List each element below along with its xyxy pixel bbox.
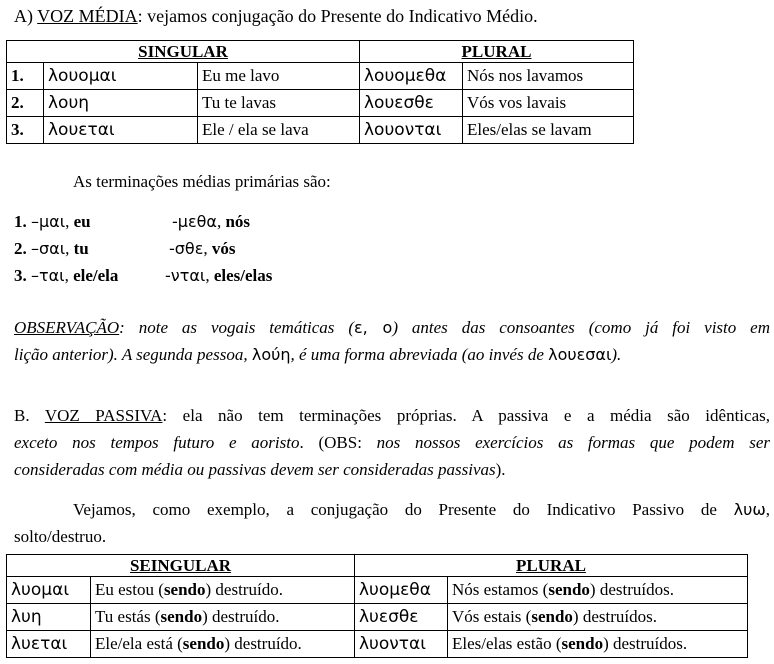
section-b-italic: consideradas com média ou passivas devem ser consideradas passivas	[14, 460, 496, 479]
ending-row	[14, 239, 89, 259]
ending-number: 1.	[14, 212, 27, 231]
ending-row-plural	[169, 239, 235, 259]
plural-ending: -σθε	[169, 239, 204, 258]
table-row	[7, 117, 634, 144]
separator: ,	[64, 266, 74, 285]
section-a-heading	[14, 6, 538, 27]
example-text: Vejamos, como exemplo, a conjugação do Presente do Indicativo Passivo de	[73, 500, 734, 519]
plural-greek: λυομεθα	[355, 577, 448, 604]
section-b-title: VOZ PASSIVA	[44, 406, 163, 425]
observation-paragraph	[14, 314, 770, 368]
singular-greek: λυεται	[7, 631, 91, 658]
plural-pronoun: vós	[211, 239, 236, 258]
plural-translation: Vós estais (sendo) destruídos.	[448, 604, 748, 631]
plural-pronoun: eles/elas	[213, 266, 273, 285]
plural-greek: λουομεθα	[360, 63, 463, 90]
singular-ending: –ται	[31, 266, 65, 285]
section-a-text: : vejamos conjugação do Presente do Indicativo Médio.	[137, 6, 538, 26]
person-number: 1.	[7, 63, 44, 90]
ending-row-plural	[172, 212, 250, 232]
singular-pronoun: tu	[73, 239, 89, 258]
separator: ,	[65, 212, 74, 231]
table-header-row	[7, 555, 748, 577]
separator: ,	[205, 266, 214, 285]
example-text: solto/destruo.	[14, 527, 107, 546]
singular-translation: Tu te lavas	[198, 90, 360, 117]
observation-text: , é uma forma abreviada (ao invés de	[290, 345, 549, 364]
example-line	[14, 523, 770, 550]
section-b-line	[14, 456, 770, 483]
person-number: 3.	[7, 117, 44, 144]
singular-pronoun: eu	[73, 212, 91, 231]
section-b-text: . (OBS:	[299, 433, 377, 452]
section-b-paragraph	[14, 402, 770, 483]
singular-pronoun: ele/ela	[73, 266, 119, 285]
passive-voice-table	[6, 554, 748, 658]
singular-translation: Eu me lavo	[198, 63, 360, 90]
singular-greek: λουομαι	[44, 63, 198, 90]
singular-greek: λυομαι	[7, 577, 91, 604]
observation-text: ) antes das consoantes (como já foi visto em	[392, 318, 771, 337]
section-b-text: : ela não tem terminações próprias. A passiva e a média são idênticas,	[162, 406, 770, 425]
plural-greek: λουεσθε	[360, 90, 463, 117]
observation-label: OBSERVAÇÃO	[14, 318, 120, 337]
observation-line	[14, 341, 770, 368]
singular-translation: Ele / ela se lava	[198, 117, 360, 144]
ending-row	[14, 212, 91, 232]
singular-ending: –μαι	[31, 212, 66, 231]
observation-text: : note as vogais temáticas (	[119, 318, 355, 337]
plural-header: PLURAL	[355, 555, 748, 577]
section-b-line	[14, 429, 770, 456]
ending-row-plural	[165, 266, 272, 286]
singular-ending: –σαι	[31, 239, 66, 258]
person-number: 2.	[7, 90, 44, 117]
plural-pronoun: nós	[225, 212, 251, 231]
singular-translation: Tu estás (sendo) destruído.	[91, 604, 355, 631]
singular-greek: λουεται	[44, 117, 198, 144]
singular-greek: λυη	[7, 604, 91, 631]
full-form: λουεσαι	[548, 345, 612, 364]
table-row	[7, 577, 748, 604]
example-verb: λυω	[733, 500, 766, 519]
singular-translation: Eu estou (sendo) destruído.	[91, 577, 355, 604]
ending-number: 2.	[14, 239, 27, 258]
section-a-title: VOZ MÉDIA	[37, 6, 138, 26]
singular-header: SEINGULAR	[7, 555, 355, 577]
section-b-label: B.	[14, 406, 45, 425]
singular-header: SINGULAR	[7, 41, 360, 63]
section-b-italic: nos nossos exercícios as formas que podem ser	[376, 433, 770, 452]
observation-line	[14, 314, 770, 341]
plural-header: PLURAL	[360, 41, 634, 63]
singular-greek: λουη	[44, 90, 198, 117]
ending-row	[14, 266, 118, 286]
example-text: ,	[765, 500, 770, 519]
middle-voice-table	[6, 40, 634, 144]
plural-ending: -νται	[165, 266, 206, 285]
separator: ,	[65, 239, 74, 258]
separator: ,	[203, 239, 212, 258]
section-b-italic: exceto nos tempos futuro e aoristo	[14, 433, 300, 452]
plural-translation: Eles/elas estão (sendo) destruídos.	[448, 631, 748, 658]
plural-greek: λυεσθε	[355, 604, 448, 631]
table-row	[7, 631, 748, 658]
plural-translation: Nós estamos (sendo) destruídos.	[448, 577, 748, 604]
section-a-label: A)	[14, 6, 38, 26]
plural-translation: Nós nos lavamos	[463, 63, 634, 90]
ending-number: 3.	[14, 266, 27, 285]
observation-text: ).	[611, 345, 622, 364]
table-row	[7, 63, 634, 90]
thematic-vowels: ε, ο	[354, 318, 393, 337]
observation-text: lição anterior). A segunda pessoa,	[14, 345, 252, 364]
example-line	[14, 496, 770, 523]
plural-greek: λουονται	[360, 117, 463, 144]
example-paragraph	[14, 496, 770, 550]
singular-translation: Ele/ela está (sendo) destruído.	[91, 631, 355, 658]
table-header-row	[7, 41, 634, 63]
abbreviated-form: λούη	[251, 345, 291, 364]
section-b-text: ).	[495, 460, 506, 479]
separator: ,	[216, 212, 226, 231]
table-row	[7, 604, 748, 631]
plural-translation: Eles/elas se lavam	[463, 117, 634, 144]
plural-ending: -μεθα	[172, 212, 217, 231]
plural-greek: λυονται	[355, 631, 448, 658]
section-b-line	[14, 402, 770, 429]
endings-intro: As terminações médias primárias são:	[73, 172, 331, 191]
plural-translation: Vós vos lavais	[463, 90, 634, 117]
table-row	[7, 90, 634, 117]
